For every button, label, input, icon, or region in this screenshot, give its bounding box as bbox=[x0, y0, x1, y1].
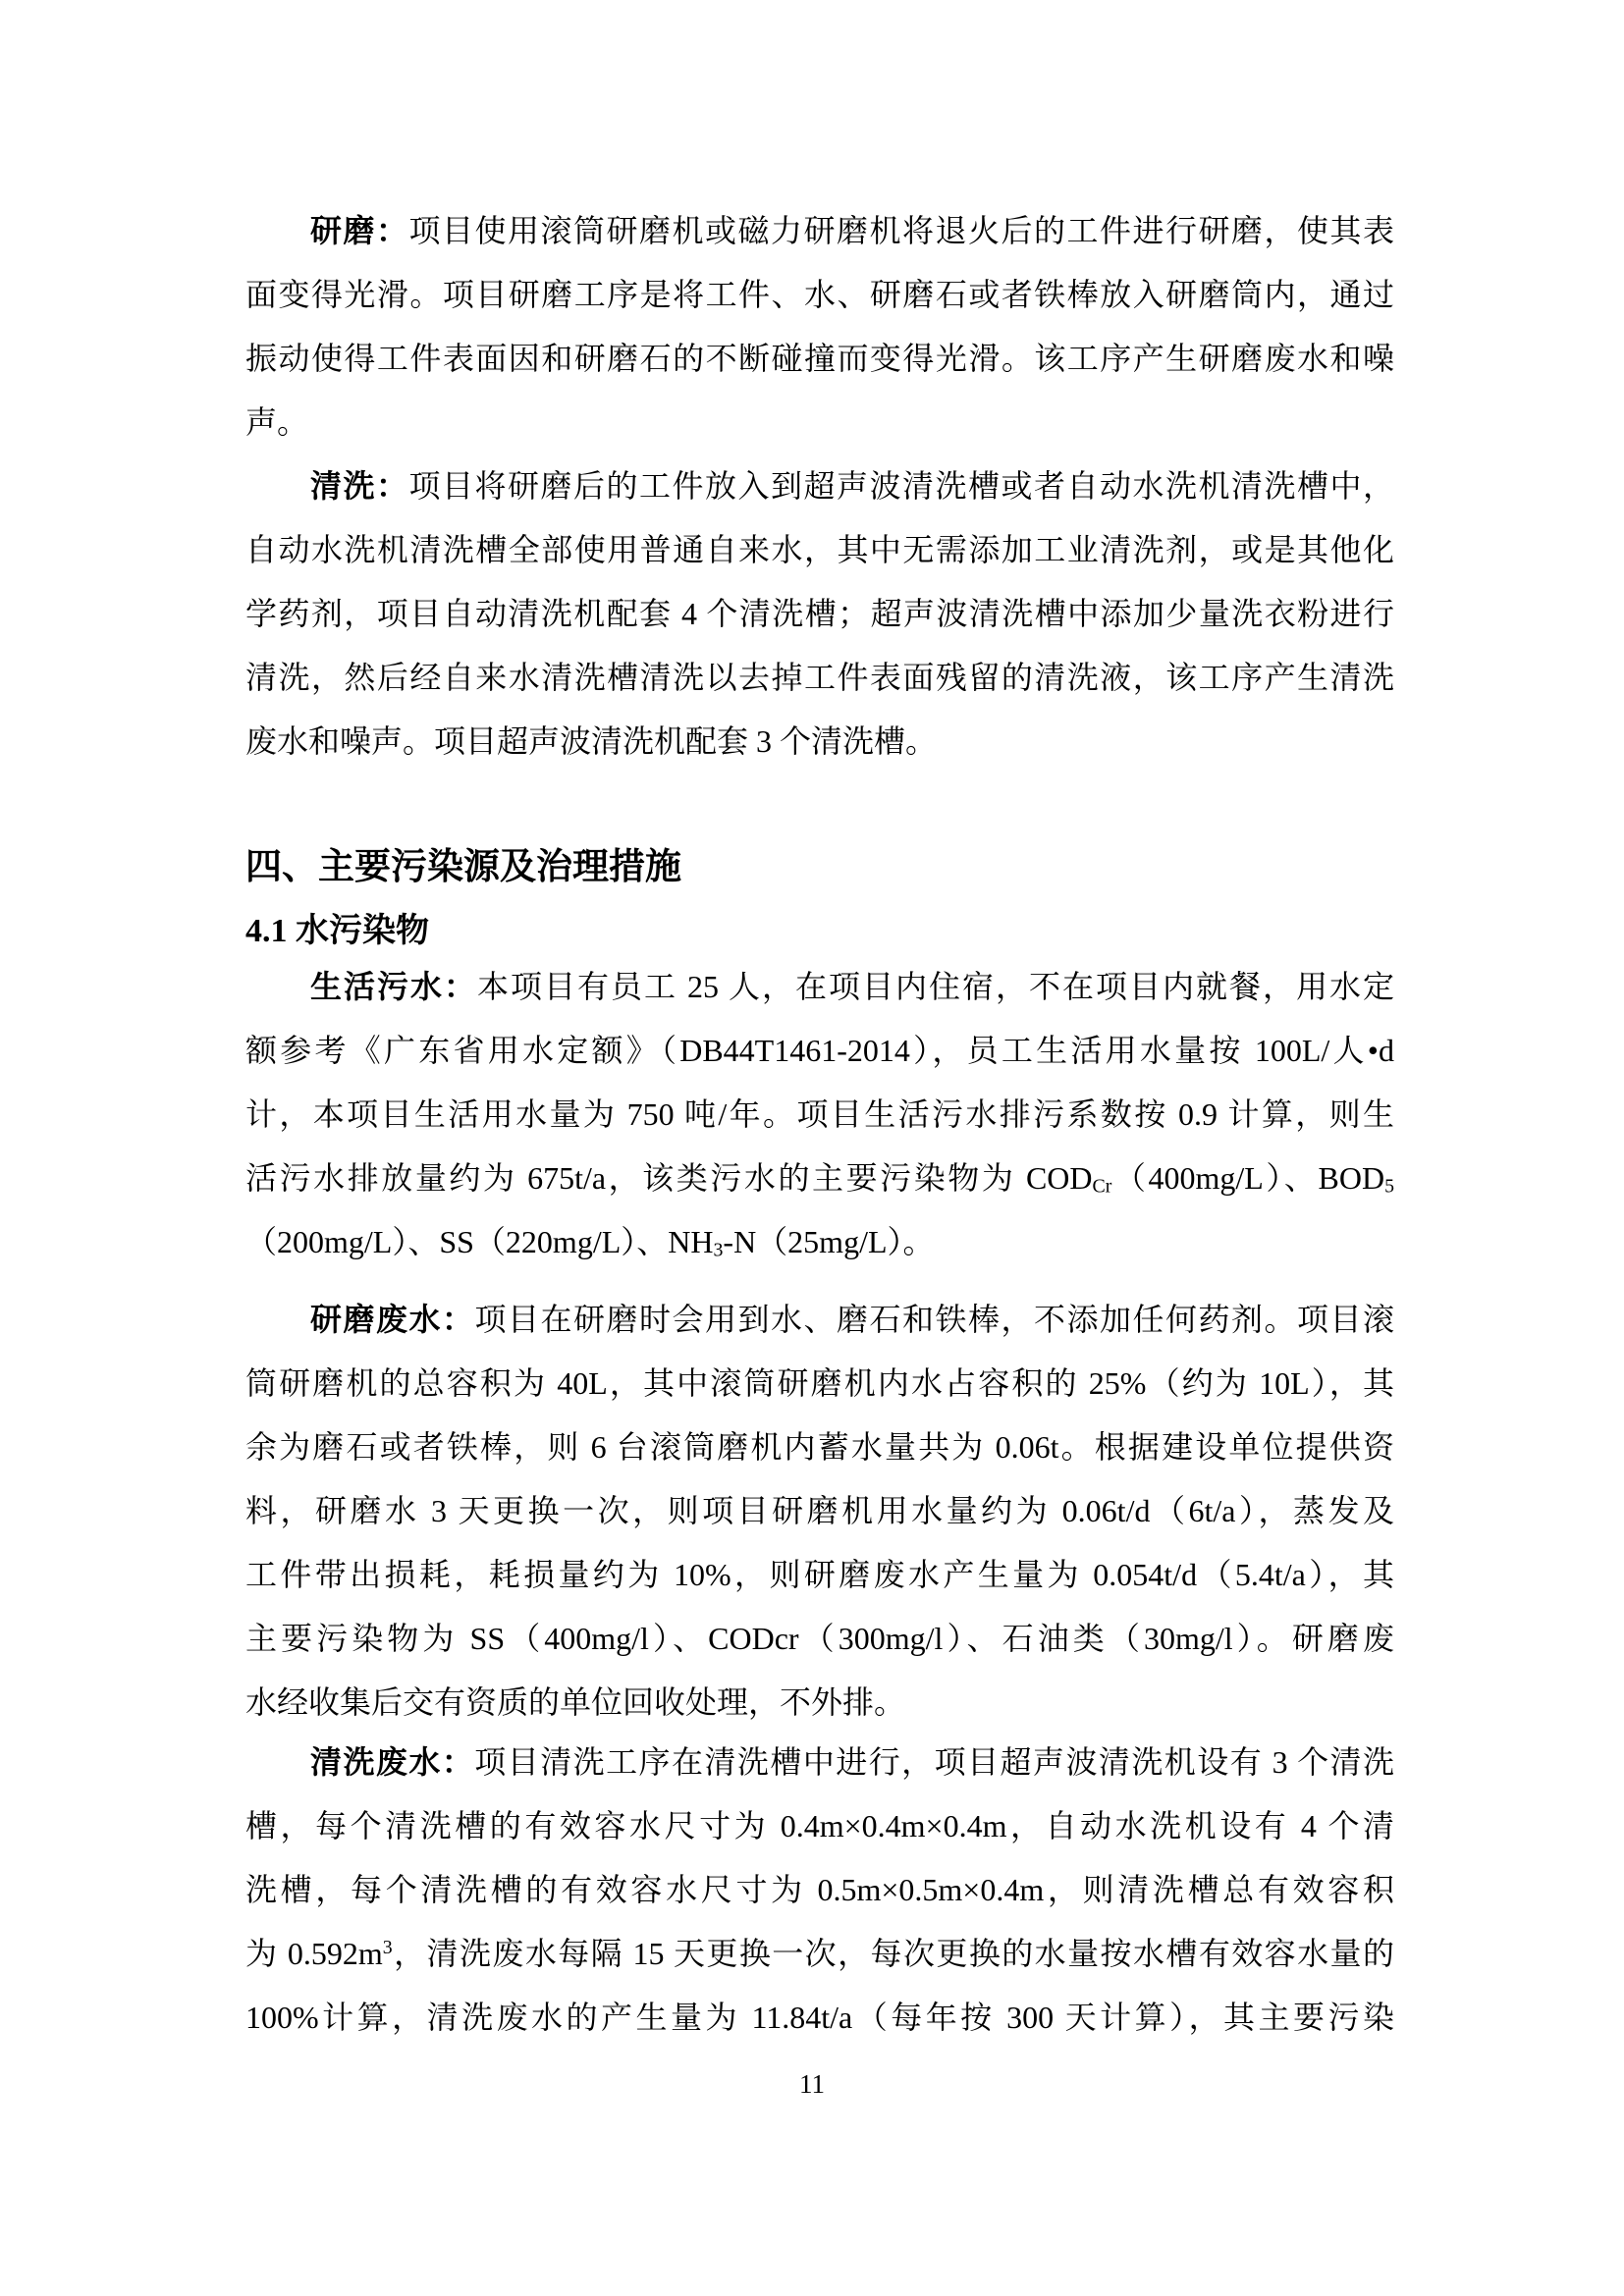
text-line bbox=[245, 1731, 1394, 1794]
text-line bbox=[245, 454, 1394, 518]
text-line bbox=[245, 1543, 1394, 1607]
text-run: 自动水洗机清洗槽全部使用普通自来水，其中无需添加工业清洗剂，或是其他化 bbox=[245, 532, 1394, 567]
text-run: （400mg/L）、BOD bbox=[1111, 1160, 1385, 1196]
text-line bbox=[245, 646, 1394, 710]
text-run: 废水和噪声。项目超声波清洗机配套 3 个清洗槽。 bbox=[245, 723, 938, 759]
text-line bbox=[245, 1210, 1394, 1274]
text-line bbox=[245, 1147, 1394, 1210]
text-run: 100%计算，清洗废水的产生量为 11.84t/a（每年按 300 天计算），其主要污染 bbox=[245, 2000, 1394, 2035]
paragraph-domestic-sewage bbox=[245, 955, 1394, 1274]
text-line bbox=[245, 1671, 1394, 1735]
text-run: 为 0.592m bbox=[245, 1936, 383, 1971]
text-line bbox=[245, 263, 1394, 327]
text-run: 额参考《广东省用水定额》（DB44T1461-2014），员工生活用水量按 100L/人•d bbox=[245, 1033, 1394, 1068]
text-run: （200mg/L）、SS（220mg/L）、NH bbox=[245, 1224, 714, 1259]
text-run: 5 bbox=[1384, 1175, 1394, 1198]
text-line bbox=[245, 1479, 1394, 1543]
text-line bbox=[245, 1352, 1394, 1415]
text-line bbox=[245, 710, 1394, 774]
text-line bbox=[245, 1986, 1394, 2050]
text-line bbox=[245, 1794, 1394, 1858]
text-run: 面变得光滑。项目研磨工序是将工件、水、研磨石或者铁棒放入研磨筒内，通过 bbox=[245, 277, 1394, 312]
text-run: 活污水排放量约为 675t/a，该类污水的主要污染物为 COD bbox=[245, 1160, 1093, 1196]
paragraph-grinding-wastewater bbox=[245, 1288, 1394, 1735]
text-run: 研磨： bbox=[310, 213, 409, 248]
text-run: 工件带出损耗，耗损量约为 10%，则研磨废水产生量为 0.054t/d（5.4t/a），其 bbox=[245, 1557, 1394, 1592]
text-line bbox=[245, 1607, 1394, 1671]
text-run: ，清洗废水每隔 15 天更换一次，每次更换的水量按水槽有效容水量的 bbox=[392, 1936, 1394, 1971]
text-run: 研磨废水： bbox=[310, 1302, 475, 1337]
text-run: 计，本项目生活用水量为 750 吨/年。项目生活污水排污系数按 0.9 计算，则生 bbox=[245, 1096, 1394, 1132]
text-run: Cr bbox=[1092, 1175, 1112, 1198]
text-run: 清洗，然后经自来水清洗槽清洗以去掉工件表面残留的清洗液，该工序产生清洗 bbox=[245, 660, 1394, 695]
text-run: 水经收集后交有资质的单位回收处理，不外排。 bbox=[245, 1684, 906, 1720]
text-run: 洗槽，每个清洗槽的有效容水尺寸为 0.5m×0.5m×0.4m，则清洗槽总有效容积 bbox=[245, 1872, 1394, 1907]
text-line bbox=[245, 955, 1394, 1019]
text-line bbox=[245, 1288, 1394, 1352]
text-line bbox=[245, 1858, 1394, 1922]
text-line bbox=[245, 903, 1394, 960]
text-run: 声。 bbox=[245, 404, 309, 440]
text-line bbox=[245, 582, 1394, 646]
text-line bbox=[245, 834, 1394, 901]
paragraph-cleaning bbox=[245, 454, 1394, 774]
text-run: 项目清洗工序在清洗槽中进行，项目超声波清洗机设有 3 个清洗 bbox=[474, 1744, 1394, 1780]
text-line bbox=[245, 199, 1394, 263]
text-run: 余为磨石或者铁棒，则 6 台滚筒磨机内蓄水量共为 0.06t。根据建设单位提供资 bbox=[245, 1429, 1394, 1465]
text-line bbox=[245, 1415, 1394, 1479]
text-line bbox=[245, 1019, 1394, 1083]
text-run: 振动使得工件表面因和研磨石的不断碰撞而变得光滑。该工序产生研磨废水和噪 bbox=[245, 341, 1394, 376]
text-run: 3 bbox=[713, 1239, 724, 1261]
text-line bbox=[245, 1083, 1394, 1147]
text-run: 学药剂，项目自动清洗机配套 4 个清洗槽；超声波清洗槽中添加少量洗衣粉进行 bbox=[245, 596, 1394, 631]
section-heading-4 bbox=[245, 834, 1394, 901]
text-run: 清洗废水： bbox=[310, 1744, 475, 1780]
text-line bbox=[245, 327, 1394, 391]
text-run: 项目在研磨时会用到水、磨石和铁棒，不添加任何药剂。项目滚 bbox=[474, 1302, 1394, 1337]
text-run: 料，研磨水 3 天更换一次，则项目研磨机用水量约为 0.06t/d（6t/a），蒸发及 bbox=[245, 1493, 1394, 1528]
text-run: 筒研磨机的总容积为 40L，其中滚筒研磨机内水占容积的 25%（约为 10L），其 bbox=[245, 1365, 1394, 1401]
paragraph-grinding bbox=[245, 199, 1394, 454]
text-run: -N（25mg/L）。 bbox=[723, 1224, 935, 1259]
text-run: 主要污染物为 SS（400mg/l）、CODcr（300mg/l）、石油类（30mg/l）。研磨废 bbox=[245, 1621, 1394, 1656]
subsection-heading-4-1 bbox=[245, 903, 1394, 960]
text-run: 项目使用滚筒研磨机或磁力研磨机将退火后的工件进行研磨，使其表 bbox=[408, 213, 1394, 248]
text-run: 4.1 水污染物 bbox=[245, 913, 429, 949]
text-run: 四、主要污染源及治理措施 bbox=[245, 847, 681, 887]
page-number: 11 bbox=[799, 2069, 825, 2099]
text-line bbox=[245, 1922, 1394, 1986]
text-run: 3 bbox=[382, 1937, 393, 1959]
paragraph-cleaning-wastewater bbox=[245, 1731, 1394, 2050]
text-line bbox=[245, 391, 1394, 454]
text-line bbox=[245, 518, 1394, 582]
text-run: 槽，每个清洗槽的有效容水尺寸为 0.4m×0.4m×0.4m，自动水洗机设有 4 个清 bbox=[245, 1808, 1394, 1843]
text-run: 本项目有员工 25 人，在项目内住宿，不在项目内就餐，用水定 bbox=[477, 969, 1394, 1004]
text-run: 生活污水： bbox=[310, 969, 477, 1004]
text-run: 项目将研磨后的工件放入到超声波清洗槽或者自动水洗机清洗槽中， bbox=[408, 468, 1394, 504]
text-run: 清洗： bbox=[310, 468, 409, 504]
